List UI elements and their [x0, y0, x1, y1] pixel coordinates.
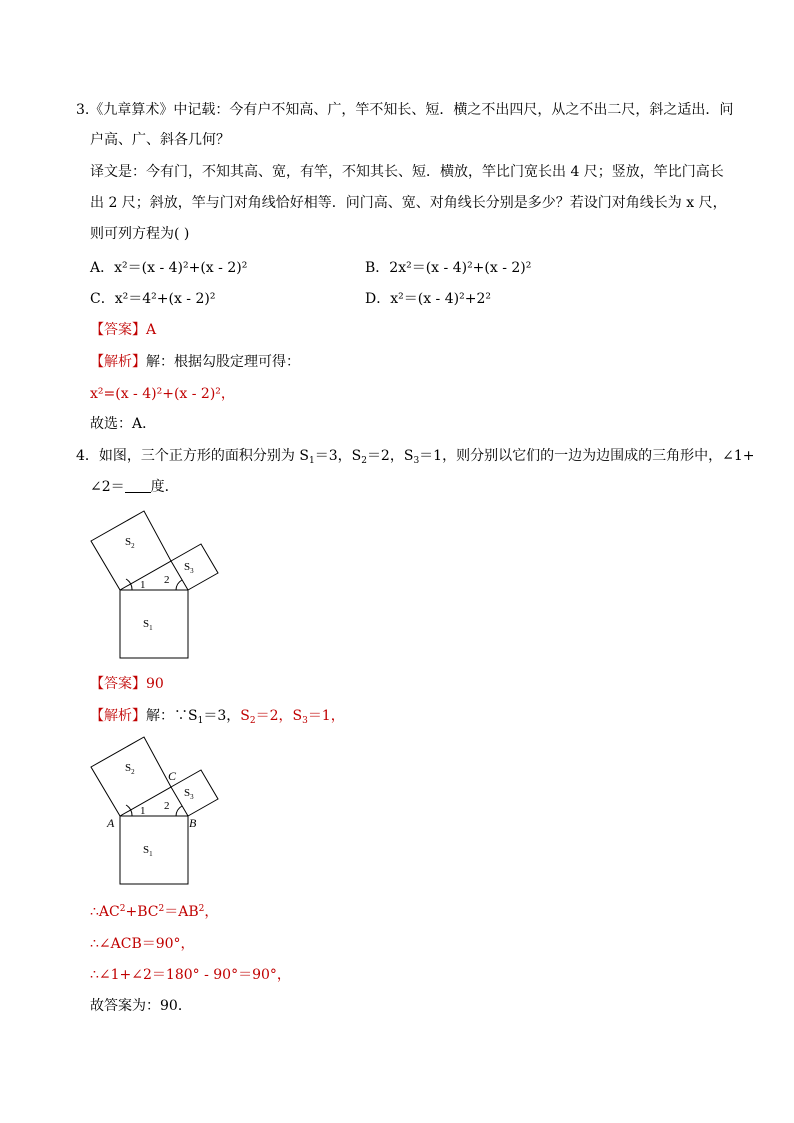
- label-angle-1-b: 1: [140, 805, 146, 817]
- q3-analysis-tag: 【解析】: [90, 354, 146, 370]
- q4-stem-line1: 4．如图，三个正方形的面积分别为 $S_1=3$，$S_2=2$，$S_3=1$，则分别以它们的一边为边围成的三角形中，∠1+: [76, 448, 755, 466]
- q4-stem-text2a: ∠2＝: [90, 479, 125, 495]
- q4-step1: $\therefore AC^2+BC^2=AB^2$，: [90, 904, 219, 920]
- q4-answer-value: 90: [146, 676, 164, 692]
- q3-stem-text1: 《九章算术》中记载：今有户不知高、广，竿不知长、短．横之不出四尺，从之不出二尺，斜之适出．问: [89, 102, 734, 118]
- vertex-b: B: [189, 816, 197, 830]
- q3-conclusion: 故选：A．: [90, 416, 157, 432]
- q3-option-d: [365, 289, 491, 309]
- square-s2-b: [91, 737, 171, 816]
- label-s2-b: $S_2$: [125, 762, 135, 776]
- q3-number: 3.: [76, 102, 90, 118]
- q3-option-c-label: C．: [90, 291, 115, 307]
- q3-answer: [90, 320, 156, 340]
- square-s2: [91, 511, 171, 590]
- q3-analysis: [90, 352, 300, 372]
- q4-stem-text2b: 度．: [150, 479, 179, 495]
- q3-option-c-text: x²＝4²+(x - 2)²: [114, 291, 216, 307]
- q3-stem-line2: 户高、广、斜各几何？: [90, 132, 230, 148]
- q4-step2: ∴∠ACB＝90°，: [90, 936, 195, 952]
- q3-translation-line3: 则可列方程为( ): [90, 226, 190, 242]
- vertex-c: C: [168, 769, 177, 783]
- q3-stem-line1: [76, 100, 733, 120]
- q3-option-a: [90, 258, 247, 278]
- q4-figure: [85, 508, 245, 663]
- q3-translation-line1: 译文是：今有门，不知其高、宽，有竿，不知其长、短．横放，竿比门宽长出 4 尺；竖放，竿比门高长: [90, 164, 724, 180]
- q3-option-a-label: A．: [90, 260, 115, 276]
- q4-conclusion: 故答案为：90．: [90, 998, 192, 1014]
- q3-analysis-intro: 解：根据勾股定理可得：: [146, 354, 300, 370]
- q3-analysis-equation: x²=(x - 4)²+(x - 2)²，: [90, 386, 235, 402]
- label-s1: $S_1$: [143, 618, 153, 632]
- angle-2-arc: [176, 580, 182, 590]
- q3-option-b: [365, 258, 531, 278]
- q4-answer-tag: 【答案】: [90, 676, 146, 692]
- q3-option-d-label: D．: [365, 291, 391, 307]
- label-s3: $S_3$: [184, 561, 194, 575]
- q4-number: 4．: [76, 448, 99, 464]
- q3-option-a-text: x²＝(x - 4)²+(x - 2)²: [114, 260, 248, 276]
- q3-option-c: [90, 289, 215, 309]
- vertex-a: A: [107, 816, 115, 830]
- label-angle-2: 2: [164, 574, 170, 586]
- q3-option-d-text: x²＝(x - 4)²+2²: [390, 291, 491, 307]
- q4-figure-labeled: [85, 734, 245, 889]
- q4-step3: ∴∠1+∠2＝180° - 90°＝90°，: [90, 967, 291, 983]
- q4-stem-line2: [90, 477, 179, 497]
- label-s1-b: $S_1$: [143, 844, 153, 858]
- label-angle-2-b: 2: [164, 800, 170, 812]
- q3-option-b-label: B．: [365, 260, 390, 276]
- label-s2: $S_2$: [125, 536, 135, 550]
- angle-2-arc-b: [176, 806, 182, 816]
- q4-answer-blank: [125, 478, 151, 493]
- q4-stem-text1: 如图，三个正方形的面积分别为 S: [98, 448, 309, 464]
- label-angle-1: 1: [140, 579, 146, 591]
- q3-answer-tag: 【答案】: [90, 322, 146, 338]
- q3-option-b-text: 2x²＝(x - 4)²+(x - 2)²: [389, 260, 532, 276]
- square-s1: [120, 590, 188, 658]
- label-s3-b: $S_3$: [184, 787, 194, 801]
- q4-analysis: 【解析】解：$\because S_1=3$，$S_2=2$，$S_3=1$，: [90, 708, 345, 726]
- q4-stem-text1b: ，则分别以它们的一边为边围成的三角形中，∠1+: [442, 448, 755, 464]
- square-s1-b: [120, 816, 188, 884]
- q3-answer-value: A: [146, 322, 157, 338]
- q4-answer: [90, 674, 164, 694]
- q3-translation-line2: 出 2 尺；斜放，竿与门对角线恰好相等．问门高、宽、对角线长分别是多少？若设门对角线长为 x 尺，: [90, 195, 727, 211]
- q4-analysis-tag: 【解析】: [90, 708, 146, 724]
